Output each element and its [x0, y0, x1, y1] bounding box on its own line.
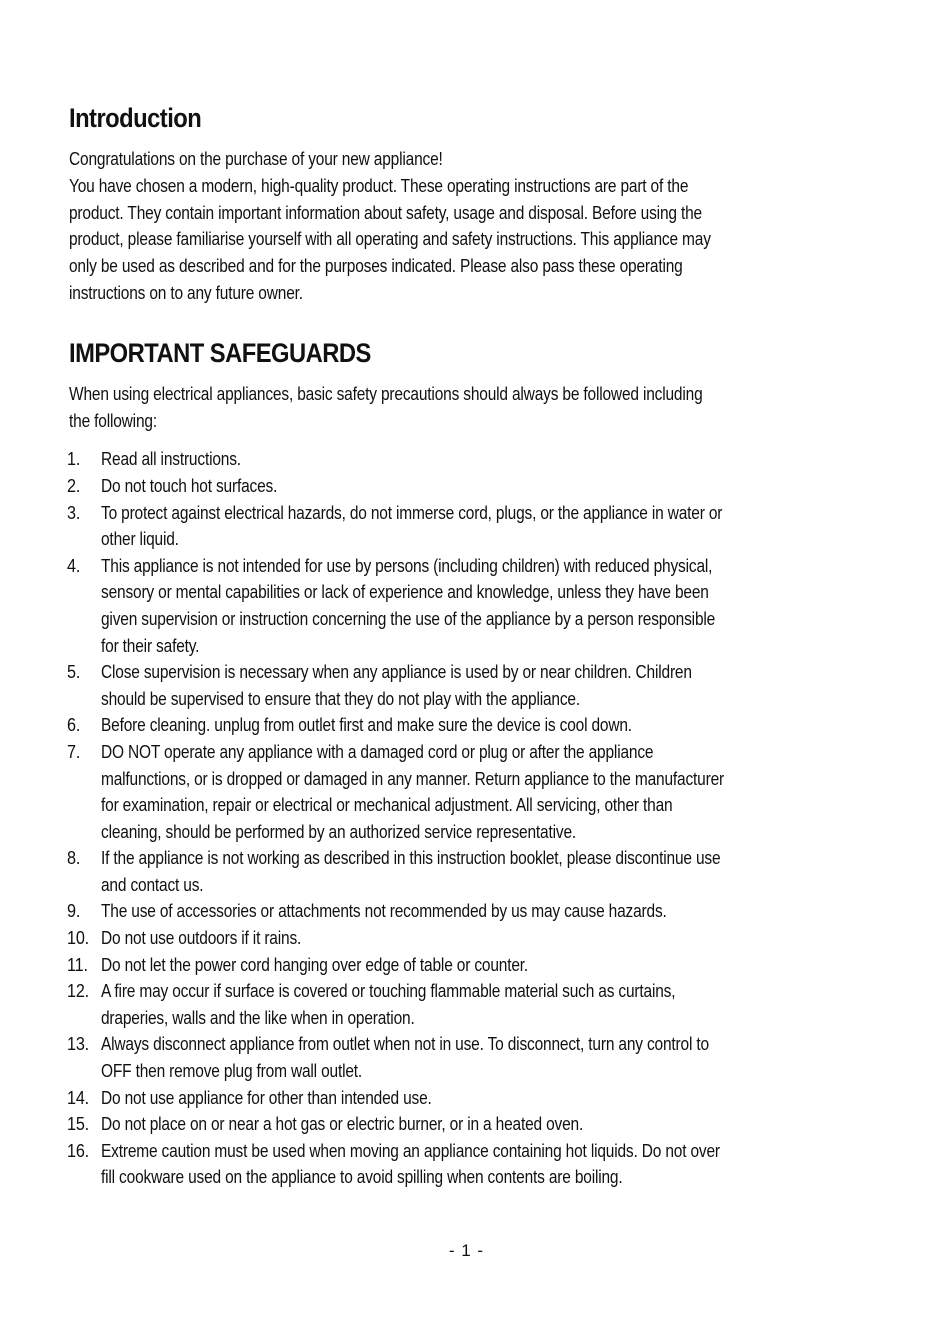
safeguard-item [69, 500, 869, 553]
safeguard-number: 3. [67, 502, 81, 523]
safeguard-number: 16. [67, 1140, 89, 1161]
safeguard-text-line: draperies, walls and the like when in operation. [101, 1007, 415, 1028]
safeguard-item [69, 1031, 869, 1084]
safeguard-item [69, 473, 869, 500]
introduction-paragraph [69, 146, 869, 307]
safeguard-text-line: sensory or mental capabilities or lack of experience and knowledge, unless they have been [101, 582, 709, 603]
safeguard-text-line: Always disconnect appliance from outlet when not in use. To disconnect, turn any control to [101, 1034, 709, 1055]
safeguard-text-line: Before cleaning. unplug from outlet first and make sure the device is cool down. [101, 715, 632, 736]
safeguard-text-line: Close supervision is necessary when any appliance is used by or near children. Children [101, 662, 692, 683]
intro-line: Congratulations on the purchase of your new appliance! [69, 149, 443, 169]
safeguard-number: 8. [67, 848, 81, 869]
safeguard-text-line: DO NOT operate any appliance with a damaged cord or plug or after the appliance [101, 741, 654, 762]
safeguards-intro-paragraph [69, 381, 869, 435]
safeguard-number: 4. [67, 555, 81, 576]
introduction-heading: Introduction [69, 103, 202, 133]
safeguard-text-line: should be supervised to ensure that they do not play with the appliance. [101, 688, 581, 709]
intro-line: product. They contain important information about safety, usage and disposal. Before using the [69, 202, 702, 223]
page-number: - 1 - [448, 1241, 485, 1260]
safeguard-item [69, 553, 869, 659]
intro-line: You have chosen a modern, high-quality product. These operating instructions are part of the [69, 175, 689, 196]
safeguard-text-line: malfunctions, or is dropped or damaged in any manner. Return appliance to the manufacturer [101, 768, 725, 789]
safeguard-item [69, 952, 869, 979]
safeguard-number: 2. [67, 475, 81, 496]
safeguard-number: 13. [67, 1034, 89, 1055]
safeguard-number: 11. [67, 954, 88, 975]
safeguard-text-line: Do not let the power cord hanging over edge of table or counter. [101, 954, 529, 975]
safeguards-heading: IMPORTANT SAFEGUARDS [69, 337, 371, 368]
safeguard-number: 7. [67, 741, 81, 762]
safeguard-text-line: for examination, repair or electrical or mechanical adjustment. All servicing, other than [101, 795, 673, 816]
safeguard-text-line: OFF then remove plug from wall outlet. [101, 1061, 363, 1082]
document-page [69, 98, 869, 1191]
safeguard-item [69, 712, 869, 739]
safeguard-item [69, 925, 869, 952]
safeguard-item [69, 1085, 869, 1112]
safeguards-intro-line: the following: [69, 410, 157, 431]
safeguard-text-line: and contact us. [101, 874, 204, 895]
safeguard-text-line: If the appliance is not working as described in this instruction booklet, please discontinue use [101, 848, 721, 869]
safeguard-item [69, 446, 869, 473]
safeguard-text-line: This appliance is not intended for use by persons (including children) with reduced physical, [101, 555, 713, 576]
safeguard-number: 6. [67, 715, 81, 736]
safeguard-item [69, 659, 869, 712]
safeguard-text-line: cleaning, should be performed by an authorized service representative. [101, 821, 577, 842]
safeguard-text-line: A fire may occur if surface is covered or touching flammable material such as curtains, [101, 981, 676, 1002]
safeguard-item [69, 978, 869, 1031]
safeguard-text-line: To protect against electrical hazards, do not immerse cord, plugs, or the appliance in water or [101, 502, 723, 523]
safeguard-number: 14. [67, 1087, 89, 1108]
safeguard-text-line: Read all instructions. [101, 449, 241, 470]
safeguard-item [69, 1111, 869, 1138]
safeguard-text-line: other liquid. [101, 529, 179, 550]
safeguard-text-line: fill cookware used on the appliance to avoid spilling when contents are boiling. [101, 1167, 623, 1188]
safeguard-text-line: Do not place on or near a hot gas or electric burner, or in a heated oven. [101, 1114, 584, 1135]
safeguard-item [69, 739, 869, 845]
safeguard-text-line: Do not use appliance for other than intended use. [101, 1087, 432, 1108]
safeguard-number: 15. [67, 1114, 89, 1135]
intro-line: only be used as described and for the purposes indicated. Please also pass these operating [69, 256, 683, 277]
safeguard-number: 12. [67, 981, 89, 1002]
safeguard-number: 1. [67, 449, 81, 470]
safeguards-intro-line: When using electrical appliances, basic safety precautions should always be followed including [69, 383, 703, 404]
intro-line: instructions on to any future owner. [69, 282, 303, 303]
safeguard-text-line: for their safety. [101, 635, 200, 656]
safeguard-text-line: Do not use outdoors if it rains. [101, 928, 302, 949]
safeguard-number: 5. [67, 662, 81, 683]
safeguard-number: 9. [67, 901, 81, 922]
safeguard-text-line: given supervision or instruction concerning the use of the appliance by a person responsible [101, 608, 716, 629]
safeguard-number: 10. [67, 928, 89, 949]
safeguard-text-line: Do not touch hot surfaces. [101, 475, 278, 496]
safeguard-item [69, 1138, 869, 1191]
intro-line: product, please familiarise yourself with all operating and safety instructions. This appliance may [69, 229, 711, 250]
safeguard-item [69, 845, 869, 898]
safeguard-text-line: The use of accessories or attachments not recommended by us may cause hazards. [101, 901, 667, 922]
safeguards-list [69, 446, 869, 1191]
safeguard-text-line: Extreme caution must be used when moving an appliance containing hot liquids. Do not over [101, 1140, 720, 1161]
safeguard-item [69, 898, 869, 925]
